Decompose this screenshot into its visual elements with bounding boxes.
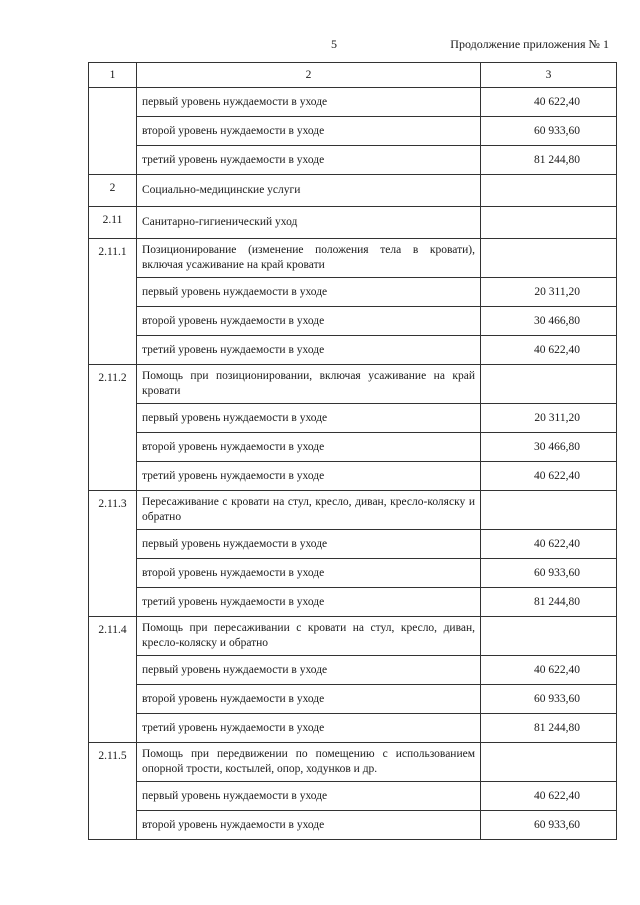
empty-value-cell [481,175,617,207]
section-number: 2 [89,175,137,207]
table-row [89,88,617,117]
level-value: 60 933,60 [481,559,617,588]
level-label: третий уровень нуждаемости в уходе [137,588,481,617]
subsection-title: Санитарно-гигиенический уход [137,207,481,239]
level-label: первый уровень нуждаемости в уходе [137,278,481,307]
service-title: Позиционирование (изменение положения тела в кровати), включая усаживание на край кровати [137,239,481,278]
table-row [89,559,617,588]
service-row [89,491,617,530]
table-row [89,278,617,307]
column-header: 1 [89,63,137,88]
level-label: первый уровень нуждаемости в уходе [137,530,481,559]
level-label: второй уровень нуждаемости в уходе [137,433,481,462]
table-row [89,146,617,175]
level-value: 40 622,40 [481,88,617,117]
service-title: Помощь при позиционировании, включая усаживание на край кровати [137,365,481,404]
table-row [89,117,617,146]
table-row [89,530,617,559]
level-label: первый уровень нуждаемости в уходе [137,88,481,117]
service-title: Пересаживание с кровати на стул, кресло, диван, кресло-коляску и обратно [137,491,481,530]
service-number: 2.11.3 [89,491,137,617]
level-label: третий уровень нуждаемости в уходе [137,146,481,175]
table-row [89,462,617,491]
service-number: 2.11.5 [89,743,137,840]
level-value: 30 466,80 [481,433,617,462]
level-label: третий уровень нуждаемости в уходе [137,336,481,365]
level-value: 40 622,40 [481,782,617,811]
empty-value-cell [481,365,617,404]
service-number: 2.11.1 [89,239,137,365]
table-row [89,714,617,743]
continuation-note: Продолжение приложения № 1 [450,37,609,51]
subsection-number: 2.11 [89,207,137,239]
level-value: 40 622,40 [481,336,617,365]
page-number: 5 [331,37,337,51]
level-label: второй уровень нуждаемости в уходе [137,117,481,146]
level-label: третий уровень нуждаемости в уходе [137,714,481,743]
service-row [89,617,617,656]
table-row [89,433,617,462]
table-row [89,404,617,433]
empty-value-cell [481,207,617,239]
section-title: Социально-медицинские услуги [137,175,481,207]
level-label: первый уровень нуждаемости в уходе [137,782,481,811]
level-label: первый уровень нуждаемости в уходе [137,404,481,433]
subsection-row [89,207,617,239]
level-value: 81 244,80 [481,714,617,743]
service-row [89,743,617,782]
empty-value-cell [481,239,617,278]
service-title: Помощь при передвижении по помещению с использованием опорной трости, костылей, опор, ходунков и др. [137,743,481,782]
level-value: 81 244,80 [481,146,617,175]
service-title: Помощь при пересаживании с кровати на стул, кресло, диван, кресло-коляску и обратно [137,617,481,656]
level-value: 81 244,80 [481,588,617,617]
level-value: 40 622,40 [481,656,617,685]
level-label: второй уровень нуждаемости в уходе [137,307,481,336]
empty-value-cell [481,617,617,656]
service-number: 2.11.4 [89,617,137,743]
level-value: 60 933,60 [481,811,617,840]
level-label: второй уровень нуждаемости в уходе [137,685,481,714]
level-label: второй уровень нуждаемости в уходе [137,811,481,840]
empty-value-cell [481,491,617,530]
table-row [89,656,617,685]
tariff-table [88,62,617,840]
table-row [89,782,617,811]
table-row [89,336,617,365]
column-header: 3 [481,63,617,88]
table-row [89,811,617,840]
level-value: 20 311,20 [481,278,617,307]
level-value: 30 466,80 [481,307,617,336]
section-row [89,175,617,207]
table-row [89,588,617,617]
table-header-row [89,63,617,88]
level-label: первый уровень нуждаемости в уходе [137,656,481,685]
level-value: 20 311,20 [481,404,617,433]
empty-value-cell [481,743,617,782]
level-value: 40 622,40 [481,462,617,491]
level-label: третий уровень нуждаемости в уходе [137,462,481,491]
table-row [89,307,617,336]
level-label: второй уровень нуждаемости в уходе [137,559,481,588]
column-header: 2 [137,63,481,88]
empty-number-cell [89,88,137,175]
level-value: 60 933,60 [481,685,617,714]
level-value: 60 933,60 [481,117,617,146]
level-value: 40 622,40 [481,530,617,559]
service-number: 2.11.2 [89,365,137,491]
service-row [89,365,617,404]
table-row [89,685,617,714]
service-row [89,239,617,278]
